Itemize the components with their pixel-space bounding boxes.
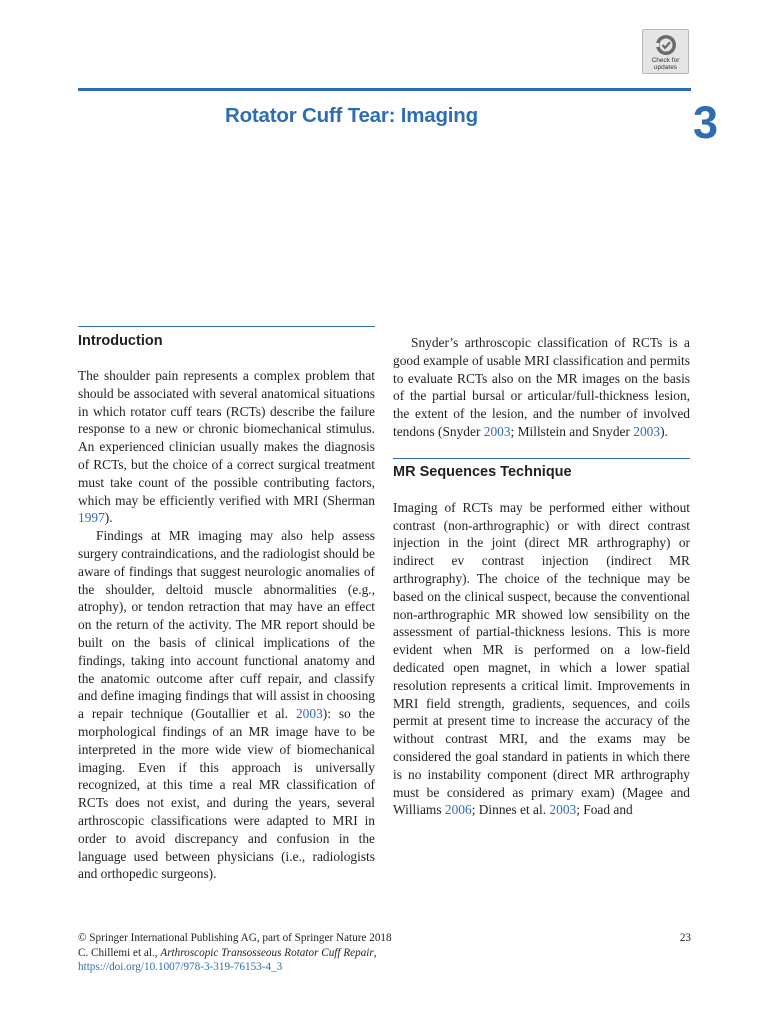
citation-link[interactable]: 2006: [444, 802, 472, 818]
intro-p2-text: Findings at MR imaging may also help assess surgery contraindications, and the radiologist should be aware of findings that suggest neurologic anomalies of the shoulder, deltoid muscle abnormalities (e.g., atrophy), or tendon retraction that may have an effect on the return of the activity. The MR report should be built on the basis of clinical implications of the findings, taking into account functional anatomy and the anatomic outcome after cuff repair, and classify and define imaging findings that will assist in choosing a repair technique (Goutallier et al.: [78, 528, 375, 722]
book-title: Arthroscopic Transosseous Rotator Cuff Repair: [160, 946, 374, 959]
check-for-updates-badge[interactable]: [642, 29, 689, 74]
citation-link[interactable]: 1997: [78, 510, 105, 526]
chapter-title: Rotator Cuff Tear: Imaging: [225, 104, 478, 127]
section-rule: [78, 326, 375, 327]
left-column: [78, 326, 375, 883]
check-for-updates-icon: [655, 34, 677, 56]
chapter-number: 3: [693, 97, 719, 148]
intro-p1-text: The shoulder pain represents a complex problem that should be associated with several anatomical situations in which rotator cuff tears (RCTs) describe the failure response to a new or chronic biomechanical stimulus. An experienced clinician usually makes the diagnosis of RCTs, but the choice of a correct surgical treatment must take count of the possible contributing factors, which may be efficiently verified with MRI (Sherman: [78, 368, 375, 508]
citation-link[interactable]: 2003: [295, 706, 323, 722]
citation-link[interactable]: 2003: [549, 802, 577, 818]
section-rule: [393, 458, 690, 459]
mr-sequences-heading: MR Sequences Technique: [393, 463, 572, 480]
introduction-heading: Introduction: [78, 333, 163, 349]
intro-paragraph-1: [78, 367, 375, 527]
citation-link[interactable]: 2003: [483, 423, 511, 439]
citation-line: [78, 946, 691, 961]
mr-p1-mid: ; Dinnes et al.: [471, 802, 550, 818]
right-column: [393, 334, 690, 819]
mr-p1-end: ; Foad and: [576, 802, 633, 818]
intro-p3-end: ).: [660, 423, 668, 439]
citation-end: ,: [373, 946, 377, 959]
copyright-line: © Springer International Publishing AG, part of Springer Nature 2018: [78, 932, 392, 944]
intro-p3-mid: ; Millstein and Snyder: [510, 423, 634, 439]
footer: [78, 931, 691, 975]
citation-link[interactable]: 2003: [633, 423, 661, 439]
intro-p2-text-cont: ): so the morphological findings of an MR image have to be interpreted in the more wide view of biomechanical imaging. Even if this approach is universally recognized, at this time a real MR classification of RCTs does not exist, and during the years, several arthroscopic classifications were adapted to MRI in order to avoid discrepancy and confusion in the language used between physicians (i.e., radiologists and orthopedic surgeons).: [78, 706, 375, 882]
intro-p3-text: Snyder’s arthroscopic classification of RCTs is a good example of usable MRI classification and permits to evaluate RCTs also on the MR images on the basis of the partial bursal or articular/full-thickness lesion, the extent of the lesion, and the number of involved tendons (Snyder: [393, 335, 690, 439]
citation-authors: C. Chillemi et al.,: [78, 946, 161, 959]
mr-paragraph-1: [393, 499, 690, 819]
badge-text-line2: updates: [653, 64, 678, 71]
intro-p1-end: ).: [104, 510, 113, 526]
page-number: 23: [679, 932, 691, 944]
badge-label: [652, 57, 680, 71]
intro-paragraph-2: [78, 527, 375, 883]
doi-link[interactable]: https://doi.org/10.1007/978-3-319-76153-4_3: [78, 961, 283, 973]
header-rule: [78, 88, 691, 91]
badge-text-line1: Check for: [651, 57, 680, 64]
intro-paragraph-3: [393, 334, 690, 441]
mr-p1-text: Imaging of RCTs may be performed either without contrast (non-arthrographic) or with direct contrast injection in the joint (direct MR arthrography) or indirect ev contrast injection (indirect MR arthrography). The choice of the technique may be based on the clinical suspect, because the conventional non-arthrographic MR showed low sensibility on the assessment of partial-thickness lesions. This is more evident when MR is performed on a low-field dedicated open magnet, in which a lower spatial resolution represents a critical limit. Improvements in MRI field strength, gradients, sequences, and coils permit at present time to increase the accuracy of the without contrast MRI, and the exams may be considered the goal standard in patients in which there is no instability component (direct MR arthrography must be considered as primary exam) (Magee and Williams: [393, 499, 690, 818]
